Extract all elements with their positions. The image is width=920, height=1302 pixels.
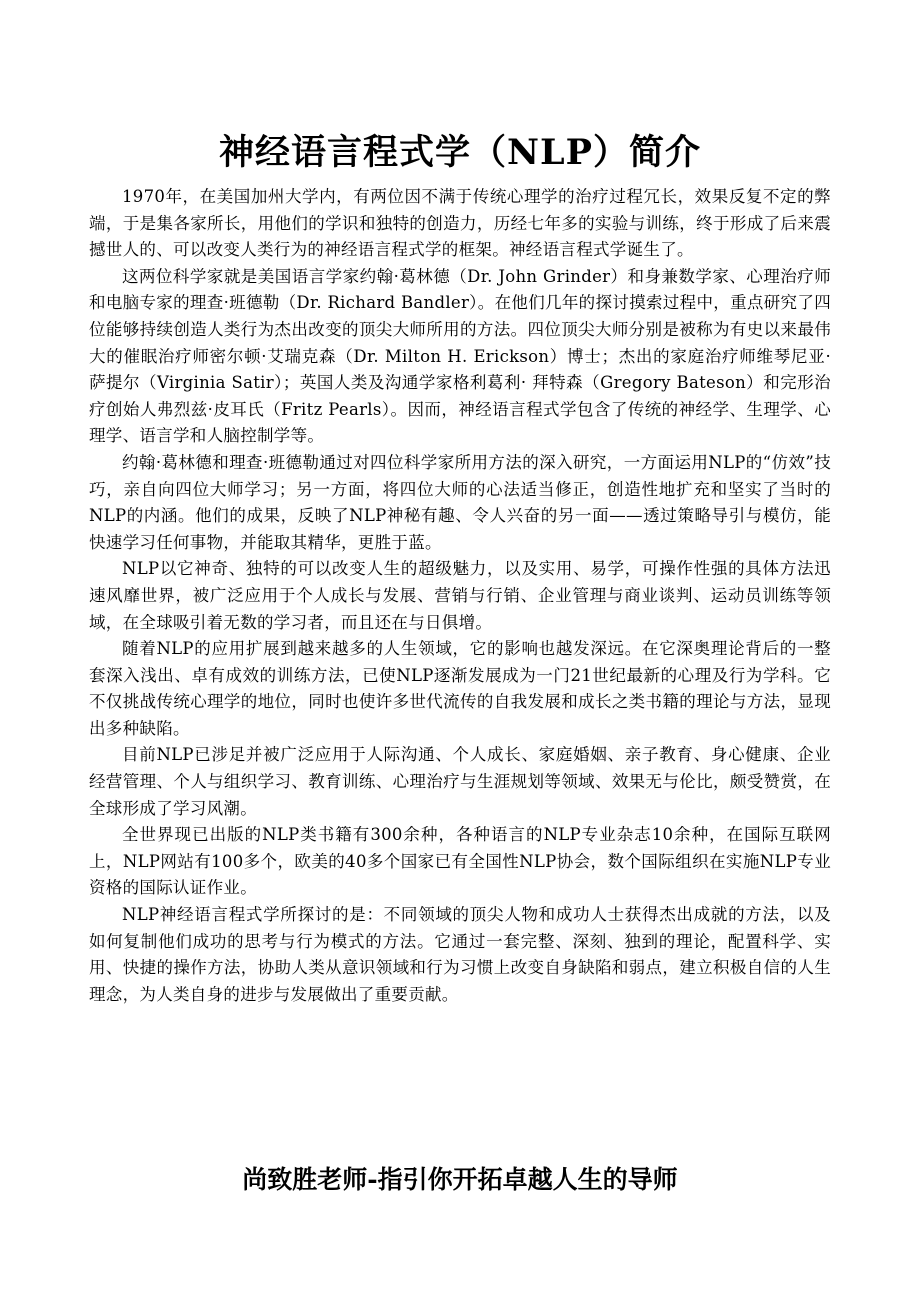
paragraph-7: 全世界现已出版的NLP类书籍有300余种，各种语言的NLP专业杂志10余种，在国际互联网上，NLP网站有100多个，欧美的40多个国家已有全国性NLP协会，数个国际组织在实施NLP专业资格的国际认证作业。	[89, 825, 831, 898]
document-title: 神经语言程式学（NLP）简介	[219, 132, 701, 173]
paragraph-2: 这两位科学家就是美国语言学家约翰·葛林德（Dr. John Grinder）和身兼数学家、心理治疗师和电脑专家的理查·班德勒（Dr. Richard Bandler）。在他们几年的探讨摸索过程中，重点研究了四位能够持续创造人类行为杰出改变的顶尖大师所用的方法。四位顶尖大师分别是被称为有史以来最伟大的催眠治疗师密尔顿·艾瑞克森（Dr. Milton H. Erickson）博士；杰出的家庭治疗师维琴尼亚· 萨提尔（Virginia Satir）；英国人类及沟通学家格利葛利· 拜特森（Gregory Bateson）和完形治疗创始人弗烈兹·皮耳氏（Fritz Pearls）。因而，神经语言程式学包含了传统的神经学、生理学、心理学、语言学和人脑控制学等。	[89, 266, 831, 446]
paragraph-8: NLP神经语言程式学所探讨的是：不同领域的顶尖人物和成功人士获得杰出成就的方法，以及如何复制他们成功的思考与行为模式的方法。它通过一套完整、深刻、独到的理论，配置科学、实用、快捷的操作方法，协助人类从意识领域和行为习惯上改变自身缺陷和弱点，建立积极自信的人生理念，为人类自身的进步与发展做出了重要贡献。	[89, 905, 831, 1004]
paragraph-4: NLP以它神奇、独特的可以改变人生的超级魅力，以及实用、易学，可操作性强的具体方法迅速风靡世界，被广泛应用于个人成长与发展、营销与行销、企业管理与商业谈判、运动员训练等领域，在全球吸引着无数的学习者，而且还在与日俱增。	[89, 559, 831, 632]
paragraph-3: 约翰·葛林德和理查·班德勒通过对四位科学家所用方法的深入研究，一方面运用NLP的“仿效”技巧，亲自向四位大师学习；另一方面，将四位大师的心法适当修正，创造性地扩充和坚实了当时的NLP的内涵。他们的成果，反映了NLP神秘有趣、令人兴奋的另一面——透过策略导引与模仿，能快速学习任何事物，并能取其精华，更胜于蓝。	[89, 452, 831, 552]
document-body	[89, 184, 831, 1008]
paragraph-6: 目前NLP已涉足并被广泛应用于人际沟通、个人成长、家庭婚姻、亲子教育、身心健康、企业经营管理、个人与组织学习、教育训练、心理治疗与生涯规划等领域、效果无与伦比，颇受赞赏，在全球形成了学习风潮。	[89, 745, 831, 818]
paragraph-5: 随着NLP的应用扩展到越来越多的人生领域，它的影响也越发深远。在它深奥理论背后的一整套深入浅出、卓有成效的训练方法，已使NLP逐渐发展成为一门21世纪最新的心理及行为学科。它不仅挑战传统心理学的地位，同时也使许多世代流传的自我发展和成长之类书籍的理论与方法，显现出多种缺陷。	[89, 639, 831, 738]
closing-tagline: 尚致胜老师-指引你开拓卓越人生的导师	[242, 1165, 678, 1194]
paragraph-1: 1970年，在美国加州大学内，有两位因不满于传统心理学的治疗过程冗长，效果反复不定的弊端，于是集各家所长，用他们的学识和独特的创造力，历经七年多的实验与训练，终于形成了后来震撼世人的、可以改变人类行为的神经语言程式学的框架。神经语言程式学诞生了。	[89, 187, 831, 260]
